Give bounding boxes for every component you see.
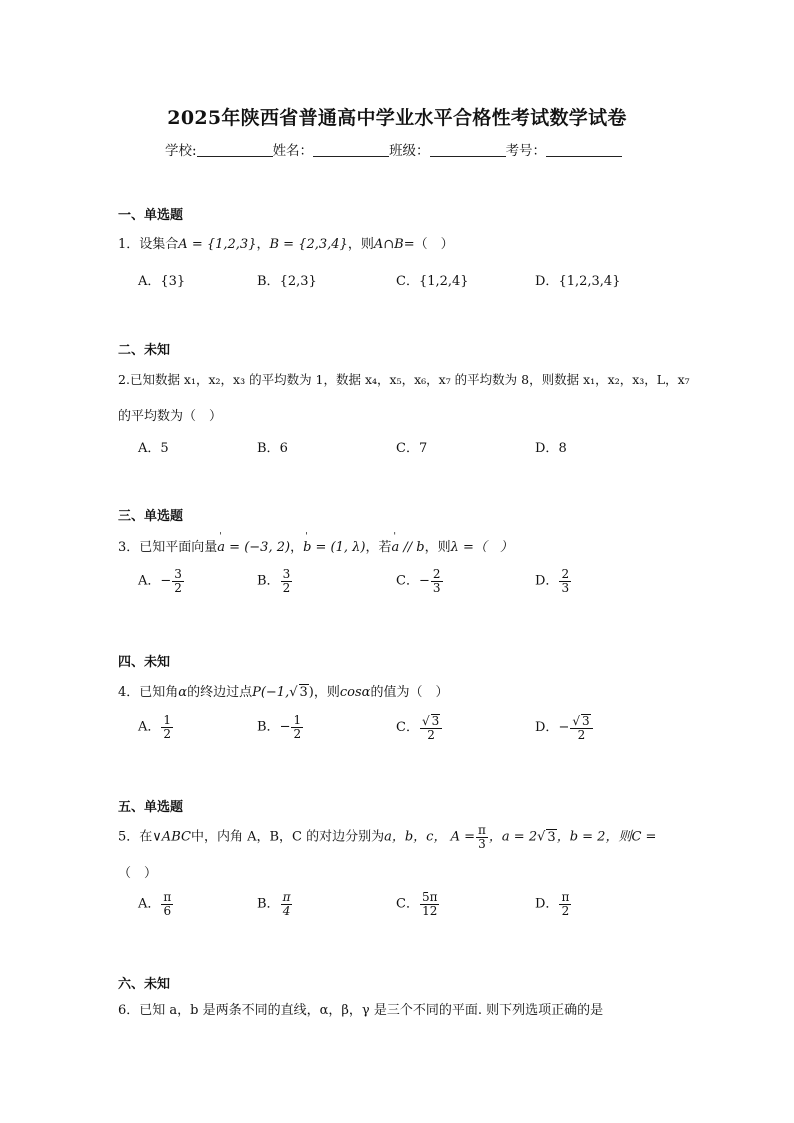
option-label: A． [138, 896, 161, 912]
class-label: 班级： [389, 143, 430, 159]
option-sign: − [558, 720, 570, 736]
question-number: 4． [118, 685, 140, 700]
question-text: 在 [139, 829, 153, 845]
fraction-numerator: 3 [282, 567, 291, 581]
option-value: {3} [160, 274, 186, 289]
option-value: 7 [418, 441, 428, 456]
option-label: D． [535, 274, 559, 289]
option-fraction [570, 714, 592, 741]
option-sign: − [160, 573, 172, 589]
option-label: B． [257, 719, 280, 735]
option-fraction [291, 714, 303, 740]
option-fraction [420, 891, 440, 917]
option-label: C． [396, 274, 419, 289]
option-a[interactable] [138, 437, 169, 456]
option-b[interactable] [257, 891, 293, 917]
set-a: A = {1,2,3} [178, 237, 257, 252]
question-text: 已知平面向量 [139, 540, 218, 555]
option-value: 5 [160, 441, 169, 456]
question-3 [118, 536, 513, 555]
fraction-numerator: 1 [163, 713, 172, 727]
option-label: B． [257, 896, 280, 912]
option-label: A． [138, 274, 161, 289]
sqrt-radicand: 3 [431, 714, 440, 728]
question-5-line2: （ ） [118, 866, 158, 881]
fraction-denominator: 3 [561, 580, 570, 595]
option-a[interactable] [138, 270, 185, 289]
option-fraction [281, 891, 293, 917]
option-sign: − [279, 719, 291, 735]
fraction-numerator: 5π [421, 890, 438, 904]
option-b[interactable] [257, 714, 304, 740]
question-2-line2: 的平均数为（ ） [118, 409, 223, 424]
question-text: 中，内角 A，B，C 的对边分别为 [190, 829, 385, 845]
option-value: {1,2,4} [418, 274, 469, 289]
vector-a: ' a = (−3, 2) [217, 540, 290, 555]
question-text: 已知 a，b 是两条不同的直线，α，β，γ 是三个不同的平面. 则下列选项正确的是 [139, 1003, 604, 1018]
option-d[interactable] [535, 437, 567, 456]
option-b[interactable] [257, 568, 293, 594]
option-fraction [172, 568, 184, 594]
question-text: 已知数据 x₁，x₂，x₃ 的平均数为 1，数据 x₄，x₅，x₆，x₇ 的平均数为 8，则数据 x₁，x₂，x₃，L，x₇ [129, 372, 690, 387]
fraction-denominator: 3 [432, 580, 441, 595]
option-label: C． [396, 441, 419, 456]
point-p: P(−1, [252, 685, 290, 700]
option-d[interactable] [535, 270, 620, 289]
question-text: 已知角 [139, 685, 179, 700]
angle-a: A = [450, 829, 476, 845]
angle-alpha: α [178, 685, 188, 700]
fraction-numerator: π [282, 890, 291, 904]
fraction-denominator: 2 [174, 580, 182, 595]
question-text: ，则 [347, 237, 374, 252]
option-fraction [559, 568, 571, 594]
fraction-denominator: 2 [282, 580, 291, 595]
option-value: {1,2,3,4} [558, 274, 621, 289]
option-label: D． [535, 441, 559, 456]
separator: ， [290, 540, 304, 555]
fraction-numerator: √ 3 [420, 714, 442, 729]
question-1 [118, 233, 454, 252]
option-label: B． [257, 573, 280, 589]
option-fraction [420, 714, 442, 741]
option-c[interactable] [396, 714, 443, 741]
fraction-denominator: 12 [422, 903, 438, 918]
option-fraction [281, 568, 293, 594]
option-value: 6 [279, 441, 288, 456]
question-tail: =（ ） [403, 237, 454, 252]
section-heading: 一、单选题 [118, 208, 184, 223]
question-4 [118, 681, 448, 700]
sqrt-expression: √ 3 [289, 685, 308, 700]
option-a[interactable] [138, 714, 174, 740]
question-text: 的终边过点 [187, 685, 253, 700]
option-fraction [431, 568, 443, 594]
option-label: B． [257, 274, 280, 289]
exam-no-blank[interactable] [546, 142, 622, 157]
school-blank[interactable] [197, 142, 273, 157]
fraction-denominator: 3 [478, 836, 486, 851]
option-value: {2,3} [279, 274, 317, 289]
question-2 [118, 370, 690, 388]
student-info-line [165, 139, 622, 159]
school-label: 学校: [165, 143, 197, 159]
question-text: ，则 [313, 685, 340, 700]
vector-b: ' b = (1, λ) [303, 540, 365, 555]
fraction-denominator: 4 [282, 903, 291, 918]
option-label: A． [138, 719, 161, 735]
option-c[interactable] [396, 437, 427, 456]
option-label: D． [535, 896, 559, 912]
section-heading: 四、未知 [118, 655, 171, 670]
fraction-numerator: 3 [174, 567, 182, 581]
option-label: D． [535, 573, 559, 589]
option-b[interactable] [257, 437, 288, 456]
sqrt-radicand: 3 [299, 685, 308, 700]
section-heading: 六、未知 [118, 977, 171, 992]
fraction-denominator: 2 [163, 726, 172, 741]
option-label: A． [138, 573, 161, 589]
fraction-denominator: 2 [577, 727, 586, 742]
option-label: A． [138, 441, 161, 456]
fraction-numerator: 2 [561, 567, 570, 581]
option-d[interactable] [535, 891, 572, 917]
question-number: 5． [118, 829, 140, 845]
option-c[interactable] [396, 568, 444, 594]
question-number: 6． [118, 1003, 140, 1018]
fraction-denominator: 2 [293, 726, 302, 741]
option-label: D． [535, 720, 559, 736]
option-d[interactable] [535, 568, 572, 594]
cos-alpha: cosα [339, 685, 371, 700]
page-title: 2025年陕西省普通高中学业水平合格性考试数学试卷 [167, 107, 627, 129]
question-text: ，若 [365, 540, 392, 555]
fraction-numerator: 1 [293, 713, 302, 727]
option-label: C． [396, 720, 419, 736]
question-text: ，则 [424, 540, 451, 555]
section-heading: 三、单选题 [118, 509, 184, 524]
side-b: ，b = 2，则 [556, 829, 632, 845]
class-blank[interactable] [430, 142, 506, 157]
parallel-condition: ' a // b [392, 540, 425, 555]
question-tail: 的值为（ ） [370, 685, 449, 700]
question-text: 设集合 [139, 237, 179, 252]
side-a: ，a = 2 [488, 829, 538, 845]
fraction-numerator: √ 3 [570, 714, 592, 729]
question-number: 1． [118, 237, 140, 252]
section-heading: 二、未知 [118, 343, 171, 358]
sqrt-radicand: 3 [547, 829, 556, 845]
section-heading: 五、单选题 [118, 800, 184, 815]
option-d[interactable] [535, 714, 594, 741]
question-5: 5．在∨ABC中，内角 A，B，C 的对边分别为a，b，c， A = $\frac{\pi}{3}$ ，a = 2√ 3，b = 2，则C = [118, 823, 657, 851]
fraction-denominator: 2 [561, 903, 570, 918]
option-value: 8 [558, 441, 567, 456]
intersection-expr: A∩B [373, 237, 404, 252]
question-number: 2. [118, 372, 130, 387]
triangle-abc: ∨ABC [152, 829, 191, 845]
sqrt-radicand: 3 [582, 714, 590, 728]
name-label: 姓名： [272, 143, 314, 159]
separator: ， [256, 237, 270, 252]
angle-fraction [476, 824, 488, 850]
option-fraction [161, 891, 173, 917]
option-label: C． [396, 896, 419, 912]
option-fraction [559, 891, 571, 917]
point-close: ) [308, 685, 314, 700]
option-fraction [161, 714, 173, 740]
question-number: 3． [118, 540, 140, 555]
fraction-numerator: π [561, 890, 570, 904]
fraction-numerator: 2 [432, 567, 441, 581]
question-tail: λ =（ ） [450, 540, 513, 555]
ask-c: C = [631, 829, 657, 845]
option-a[interactable] [138, 891, 174, 917]
question-6 [118, 999, 603, 1018]
option-label: C． [396, 573, 419, 589]
option-a[interactable] [138, 568, 185, 594]
option-sign: − [418, 573, 430, 589]
option-b[interactable] [257, 270, 317, 289]
sides: a，b，c， [384, 829, 447, 845]
exam-no-label: 考号： [505, 143, 547, 159]
fraction-denominator: 6 [163, 903, 172, 918]
fraction-denominator: 2 [427, 727, 435, 742]
name-blank[interactable] [313, 142, 389, 157]
option-c[interactable] [396, 270, 469, 289]
set-b: B = {2,3,4} [269, 237, 348, 252]
fraction-numerator: π [163, 890, 172, 904]
option-c[interactable] [396, 891, 440, 917]
fraction-numerator: π [478, 823, 486, 837]
option-label: B． [257, 441, 280, 456]
